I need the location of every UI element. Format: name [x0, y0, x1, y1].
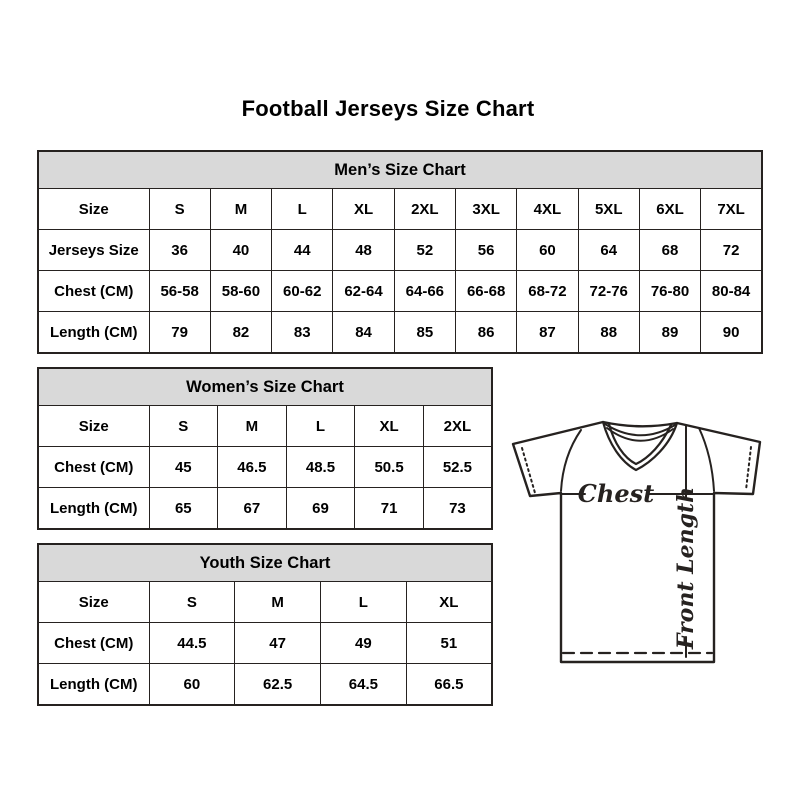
- chest-label: Chest: [577, 479, 655, 508]
- jersey-measurement-diagram: [505, 406, 767, 668]
- cell-value: 44: [272, 230, 333, 271]
- cell-value: 85: [394, 312, 455, 354]
- cell-value: 44.5: [149, 623, 235, 664]
- cell-value: 66-68: [455, 271, 516, 312]
- cell-value: 82: [210, 312, 271, 354]
- cell-value: 83: [272, 312, 333, 354]
- cell-value: 62.5: [235, 664, 321, 706]
- front-length-label: Front Length: [673, 486, 699, 650]
- column-header: 6XL: [639, 189, 700, 230]
- table-title-row: [38, 368, 492, 406]
- column-header: S: [149, 406, 218, 447]
- cell-value: 84: [333, 312, 394, 354]
- row-label-header: Size: [38, 189, 149, 230]
- cell-value: 52: [394, 230, 455, 271]
- cell-value: 88: [578, 312, 639, 354]
- cell-value: 69: [286, 488, 355, 530]
- cell-value: 65: [149, 488, 218, 530]
- cell-value: 58-60: [210, 271, 271, 312]
- column-header: L: [286, 406, 355, 447]
- row-label: Length (CM): [38, 488, 149, 530]
- row-label: Jerseys Size: [38, 230, 149, 271]
- row-label-header: Size: [38, 406, 149, 447]
- table-title: Women’s Size Chart: [38, 368, 492, 406]
- cell-value: 68-72: [517, 271, 578, 312]
- mens-size-chart-table: [37, 150, 763, 354]
- row-label-header: Size: [38, 582, 149, 623]
- cell-value: 60-62: [272, 271, 333, 312]
- cell-value: 49: [321, 623, 407, 664]
- table-row: [38, 664, 492, 706]
- cell-value: 72: [701, 230, 762, 271]
- cell-value: 52.5: [423, 447, 492, 488]
- cell-value: 48.5: [286, 447, 355, 488]
- column-header: 4XL: [517, 189, 578, 230]
- cell-value: 79: [149, 312, 210, 354]
- cell-value: 64.5: [321, 664, 407, 706]
- jersey-outline-shape: [513, 422, 760, 662]
- column-header: XL: [333, 189, 394, 230]
- row-label: Chest (CM): [38, 271, 149, 312]
- cell-value: 56-58: [149, 271, 210, 312]
- column-header-row: [38, 582, 492, 623]
- cell-value: 50.5: [355, 447, 424, 488]
- cell-value: 68: [639, 230, 700, 271]
- cell-value: 47: [235, 623, 321, 664]
- table-row: [38, 447, 492, 488]
- table-title: Youth Size Chart: [38, 544, 492, 582]
- column-header-row: [38, 406, 492, 447]
- row-label: Length (CM): [38, 312, 149, 354]
- cell-value: 64-66: [394, 271, 455, 312]
- cell-value: 64: [578, 230, 639, 271]
- cell-value: 66.5: [406, 664, 492, 706]
- cell-value: 45: [149, 447, 218, 488]
- column-header: S: [149, 189, 210, 230]
- row-label: Chest (CM): [38, 447, 149, 488]
- cell-value: 87: [517, 312, 578, 354]
- cell-value: 89: [639, 312, 700, 354]
- column-header: M: [218, 406, 287, 447]
- cell-value: 80-84: [701, 271, 762, 312]
- cell-value: 48: [333, 230, 394, 271]
- table-title: Men’s Size Chart: [38, 151, 762, 189]
- column-header: 2XL: [394, 189, 455, 230]
- column-header-row: [38, 189, 762, 230]
- table-title-row: [38, 544, 492, 582]
- column-header: 7XL: [701, 189, 762, 230]
- column-header: L: [272, 189, 333, 230]
- cell-value: 72-76: [578, 271, 639, 312]
- womens-size-chart-table: [37, 367, 493, 530]
- column-header: S: [149, 582, 235, 623]
- cell-value: 73: [423, 488, 492, 530]
- column-header: 3XL: [455, 189, 516, 230]
- cell-value: 36: [149, 230, 210, 271]
- cell-value: 51: [406, 623, 492, 664]
- table-row: [38, 230, 762, 271]
- youth-size-chart-table: [37, 543, 493, 706]
- column-header: XL: [406, 582, 492, 623]
- cell-value: 67: [218, 488, 287, 530]
- column-header: 2XL: [423, 406, 492, 447]
- page-title: Football Jerseys Size Chart: [241, 96, 535, 121]
- cell-value: 86: [455, 312, 516, 354]
- cell-value: 62-64: [333, 271, 394, 312]
- cell-value: 46.5: [218, 447, 287, 488]
- cell-value: 40: [210, 230, 271, 271]
- table-row: [38, 312, 762, 354]
- column-header: M: [210, 189, 271, 230]
- table-row: [38, 623, 492, 664]
- column-header: 5XL: [578, 189, 639, 230]
- cell-value: 90: [701, 312, 762, 354]
- table-title-row: [38, 151, 762, 189]
- cell-value: 76-80: [639, 271, 700, 312]
- table-row: [38, 271, 762, 312]
- cell-value: 60: [149, 664, 235, 706]
- cell-value: 71: [355, 488, 424, 530]
- cell-value: 56: [455, 230, 516, 271]
- table-row: [38, 488, 492, 530]
- cell-value: 60: [517, 230, 578, 271]
- column-header: M: [235, 582, 321, 623]
- column-header: L: [321, 582, 407, 623]
- column-header: XL: [355, 406, 424, 447]
- row-label: Length (CM): [38, 664, 149, 706]
- row-label: Chest (CM): [38, 623, 149, 664]
